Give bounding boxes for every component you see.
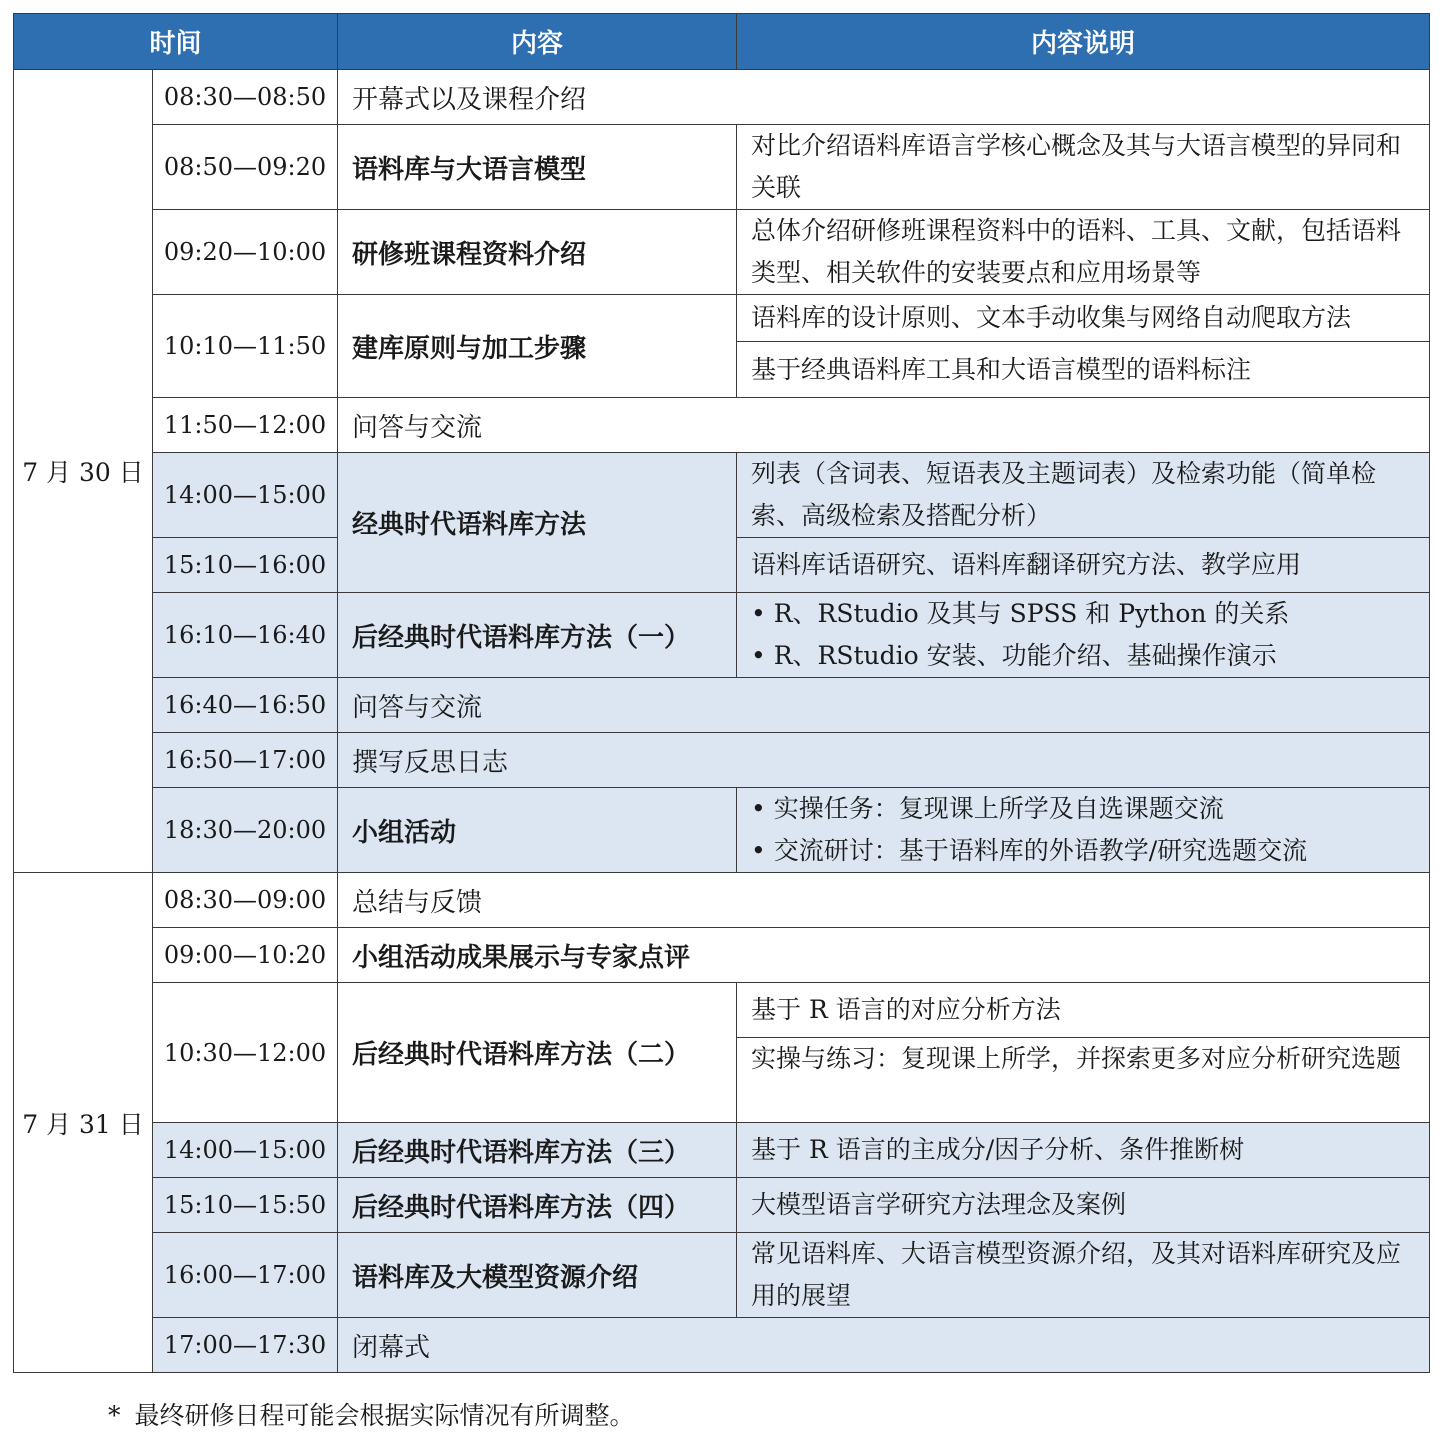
header-description: 内容说明 (737, 14, 1430, 70)
table-row (14, 1318, 1430, 1373)
content-cell: 经典时代语料库方法 (338, 453, 737, 593)
description-cell (737, 983, 1430, 1123)
content-cell: 闭幕式 (338, 1318, 1430, 1373)
time-cell: 09:00—10:20 (153, 928, 338, 983)
content-cell: 小组活动成果展示与专家点评 (338, 928, 1430, 983)
header-time: 时间 (14, 14, 338, 70)
description-cell: 基于 R 语言的主成分/因子分析、条件推断树 (737, 1123, 1430, 1178)
description-line: 语料库的设计原则、文本手动收集与网络自动爬取方法 (751, 303, 1352, 332)
table-row (14, 295, 1430, 398)
content-cell: 建库原则与加工步骤 (338, 295, 737, 398)
content-cell: 后经典时代语料库方法（三） (338, 1123, 737, 1178)
content-cell: 后经典时代语料库方法（二） (338, 983, 737, 1123)
time-cell: 16:50—17:00 (153, 733, 338, 788)
description-cell: 大模型语言学研究方法理念及案例 (737, 1178, 1430, 1233)
description-cell: 总体介绍研修班课程资料中的语料、工具、文献，包括语料类型、相关软件的安装要点和应用场景等 (737, 210, 1430, 295)
time-cell: 11:50—12:00 (153, 398, 338, 453)
table-row (14, 928, 1430, 983)
footnote-text: 最终研修日程可能会根据实际情况有所调整。 (134, 1401, 635, 1430)
content-cell: 后经典时代语料库方法（一） (338, 593, 737, 678)
content-cell: 研修班课程资料介绍 (338, 210, 737, 295)
time-cell: 16:00—17:00 (153, 1233, 338, 1318)
bullet-item: • 交流研讨：基于语料库的外语教学/研究选题交流 (751, 830, 1417, 872)
description-cell: 对比介绍语料库语言学核心概念及其与大语言模型的异同和关联 (737, 125, 1430, 210)
footnote (108, 1396, 635, 1432)
content-cell: 小组活动 (338, 788, 737, 873)
table-row (14, 210, 1430, 295)
content-cell: 语料库与大语言模型 (338, 125, 737, 210)
description-line: 基于 R 语言的对应分析方法 (751, 995, 1061, 1024)
content-cell: 开幕式以及课程介绍 (338, 70, 1430, 125)
table-row (14, 398, 1430, 453)
table-row (14, 873, 1430, 928)
table-row (14, 788, 1430, 873)
time-cell: 14:00—15:00 (153, 1123, 338, 1178)
description-cell (737, 593, 1430, 678)
table-row (14, 453, 1430, 538)
content-cell: 语料库及大模型资源介绍 (338, 1233, 737, 1318)
table-row (14, 125, 1430, 210)
time-cell: 17:00—17:30 (153, 1318, 338, 1373)
time-cell: 18:30—20:00 (153, 788, 338, 873)
footnote-mark: * (108, 1401, 121, 1430)
table-row (14, 70, 1430, 125)
time-cell: 15:10—16:00 (153, 538, 338, 593)
content-cell: 后经典时代语料库方法（四） (338, 1178, 737, 1233)
description-cell (737, 295, 1430, 398)
table-row (14, 593, 1430, 678)
content-cell: 问答与交流 (338, 398, 1430, 453)
time-cell: 14:00—15:00 (153, 453, 338, 538)
time-cell: 10:30—12:00 (153, 983, 338, 1123)
content-cell: 撰写反思日志 (338, 733, 1430, 788)
schedule-table (13, 13, 1430, 1373)
bullet-item: • R、RStudio 及其与 SPSS 和 Python 的关系 (751, 593, 1417, 635)
header-row (14, 14, 1430, 70)
table-row (14, 1123, 1430, 1178)
table-row (14, 733, 1430, 788)
table-row (14, 983, 1430, 1123)
description-cell: 语料库话语研究、语料库翻译研究方法、教学应用 (737, 538, 1430, 593)
table-row (14, 678, 1430, 733)
time-cell: 10:10—11:50 (153, 295, 338, 398)
description-cell: 常见语料库、大语言模型资源介绍，及其对语料库研究及应用的展望 (737, 1233, 1430, 1318)
time-cell: 16:10—16:40 (153, 593, 338, 678)
time-cell: 08:30—09:00 (153, 873, 338, 928)
description-cell (737, 788, 1430, 873)
content-cell: 问答与交流 (338, 678, 1430, 733)
bullet-item: • R、RStudio 安装、功能介绍、基础操作演示 (751, 635, 1417, 677)
time-cell: 16:40—16:50 (153, 678, 338, 733)
content-cell: 总结与反馈 (338, 873, 1430, 928)
date-cell: 7 月 31 日 (14, 873, 153, 1373)
time-cell: 15:10—15:50 (153, 1178, 338, 1233)
description-cell: 列表（含词表、短语表及主题词表）及检索功能（简单检索、高级检索及搭配分析） (737, 453, 1430, 538)
bullet-item: • 实操任务：复现课上所学及自选课题交流 (751, 788, 1417, 830)
description-line: 实操与练习：复现课上所学，并探索更多对应分析研究选题 (737, 1037, 1429, 1122)
description-line: 基于经典语料库工具和大语言模型的语料标注 (737, 341, 1429, 397)
time-cell: 09:20—10:00 (153, 210, 338, 295)
table-row (14, 1233, 1430, 1318)
table-row (14, 1178, 1430, 1233)
time-cell: 08:30—08:50 (153, 70, 338, 125)
time-cell: 08:50—09:20 (153, 125, 338, 210)
header-content: 内容 (338, 14, 737, 70)
date-cell: 7 月 30 日 (14, 70, 153, 873)
